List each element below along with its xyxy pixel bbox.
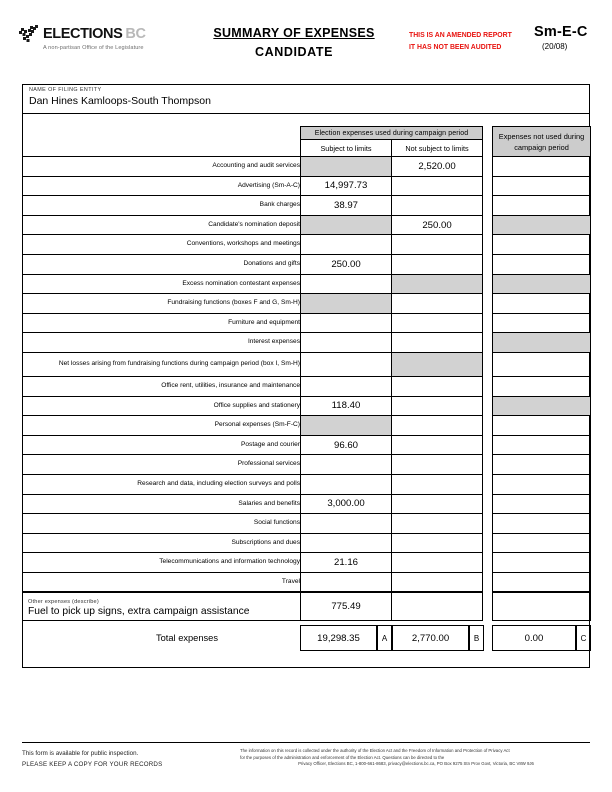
amended-line-1: THIS IS AN AMENDED REPORT	[409, 32, 512, 39]
cell-not-subject-to-limits[interactable]	[392, 176, 483, 196]
cell-not-subject-to-limits[interactable]	[392, 294, 483, 314]
cell-not-used[interactable]	[493, 376, 591, 396]
totals-label: Total expenses	[155, 633, 218, 643]
total-subject-letter: A	[377, 625, 392, 651]
filing-entity-box	[22, 84, 590, 114]
privacy-line-2: for the purposes of the administration and enforcement of the Election Act. Questions can be directed to the	[240, 754, 445, 760]
cell-not-used	[493, 333, 591, 353]
cell-not-used	[493, 215, 591, 235]
cell-subject-to-limits[interactable]: 250.00	[301, 254, 392, 274]
table-row	[23, 514, 591, 534]
cell-not-subject-to-limits[interactable]	[392, 435, 483, 455]
cell-subject-to-limits[interactable]	[301, 455, 392, 475]
cell-subject-to-limits	[301, 215, 392, 235]
cell-not-used[interactable]	[493, 196, 591, 216]
table-row	[23, 572, 591, 592]
cell-not-used[interactable]	[493, 254, 591, 274]
table-row	[23, 176, 591, 196]
total-not-subject-letter: B	[469, 625, 484, 651]
table-row	[23, 494, 591, 514]
amended-report-notice	[409, 30, 531, 54]
row-spacer	[483, 455, 493, 475]
table-row	[23, 455, 591, 475]
cell-subject-to-limits[interactable]: 3,000.00	[301, 494, 392, 514]
cell-subject-to-limits[interactable]	[301, 352, 392, 376]
cell-not-subject-to-limits[interactable]	[392, 376, 483, 396]
table-row	[23, 313, 591, 333]
logo-bc-mark: BC	[125, 26, 146, 42]
other-spacer	[483, 593, 493, 621]
table-row	[23, 474, 591, 494]
row-spacer	[483, 572, 493, 592]
cell-not-used[interactable]	[493, 533, 591, 553]
cell-not-subject-to-limits	[392, 274, 483, 294]
cell-subject-to-limits[interactable]	[301, 474, 392, 494]
cell-not-subject-to-limits[interactable]	[392, 533, 483, 553]
cell-not-used[interactable]	[493, 416, 591, 436]
expense-category-label: Conventions, workshops and meetings	[23, 235, 301, 255]
expense-category-label: Fundraising functions (boxes F and G, Sm-H)	[23, 294, 301, 314]
row-spacer	[483, 352, 493, 376]
cell-subject-to-limits[interactable]	[301, 313, 392, 333]
cell-not-subject-to-limits[interactable]	[392, 235, 483, 255]
row-spacer	[483, 416, 493, 436]
cell-not-subject-to-limits[interactable]	[392, 553, 483, 573]
table-row	[23, 396, 591, 416]
expenses-table-body	[23, 157, 591, 592]
header-spacer-mid-2	[483, 140, 493, 157]
other-expenses-subject[interactable]: 775.49	[301, 593, 392, 621]
expense-category-label: Advertising (Sm-A-C)	[23, 176, 301, 196]
cell-not-used[interactable]	[493, 313, 591, 333]
cell-subject-to-limits[interactable]	[301, 533, 392, 553]
total-not-used-letter: C	[576, 625, 591, 651]
page-footer	[0, 742, 612, 786]
expense-category-label: Net losses arising from fundraising functions during campaign period (box I, Sm-H)	[23, 352, 301, 376]
cell-not-subject-to-limits[interactable]	[392, 514, 483, 534]
cell-subject-to-limits	[301, 294, 392, 314]
footer-divider	[22, 742, 590, 743]
cell-subject-to-limits[interactable]	[301, 235, 392, 255]
expense-category-label: Accounting and audit services	[23, 157, 301, 177]
footer-left-notice	[22, 748, 252, 770]
cell-not-used[interactable]	[493, 455, 591, 475]
header-spacer-left	[23, 127, 301, 140]
total-not-used-value[interactable]: 0.00	[492, 625, 576, 651]
expense-category-label: Research and data, including election surveys and polls	[23, 474, 301, 494]
table-row	[23, 294, 591, 314]
expense-category-label: Interest expenses	[23, 333, 301, 353]
other-expenses-description[interactable]: Fuel to pick up signs, extra campaign assistance	[28, 605, 250, 617]
cell-not-used[interactable]	[493, 352, 591, 376]
filing-entity-value[interactable]: Dan Hines Kamloops-South Thompson	[29, 95, 211, 107]
other-expenses-label: Other expenses (describe)	[28, 598, 99, 605]
expenses-table-head	[23, 127, 591, 157]
form-title-main: SUMMARY OF EXPENSES	[213, 26, 375, 40]
table-row	[23, 215, 591, 235]
cell-not-subject-to-limits[interactable]: 2,520.00	[392, 157, 483, 177]
elections-bc-checkmark-icon	[18, 24, 40, 44]
cell-not-used[interactable]	[493, 494, 591, 514]
other-expenses-not-subject[interactable]	[392, 593, 483, 621]
cell-not-subject-to-limits	[392, 352, 483, 376]
row-spacer	[483, 553, 493, 573]
expense-category-label: Social functions	[23, 514, 301, 534]
cell-not-used[interactable]	[493, 572, 591, 592]
table-row	[23, 435, 591, 455]
elections-bc-logo	[18, 24, 168, 51]
table-row	[23, 157, 591, 177]
cell-not-used[interactable]	[493, 235, 591, 255]
expense-category-label: Furniture and equipment	[23, 313, 301, 333]
row-spacer	[483, 376, 493, 396]
footer-privacy-notice	[240, 748, 592, 768]
cell-not-used[interactable]	[493, 553, 591, 573]
table-row	[23, 416, 591, 436]
cell-subject-to-limits[interactable]: 118.40	[301, 396, 392, 416]
cell-not-subject-to-limits[interactable]: 250.00	[392, 215, 483, 235]
cell-subject-to-limits[interactable]: 21.16	[301, 553, 392, 573]
other-expenses-label-cell[interactable]	[23, 593, 301, 621]
cell-not-used	[493, 396, 591, 416]
cell-not-used[interactable]	[493, 157, 591, 177]
cell-not-used	[493, 274, 591, 294]
cell-not-subject-to-limits[interactable]	[392, 416, 483, 436]
cell-subject-to-limits	[301, 416, 392, 436]
table-row	[23, 376, 591, 396]
row-spacer	[483, 254, 493, 274]
logo-tagline: A non-partisan Office of the Legislature	[43, 45, 144, 51]
expense-category-label: Excess nomination contestant expenses	[23, 274, 301, 294]
row-spacer	[483, 294, 493, 314]
expense-category-label: Salaries and benefits	[23, 494, 301, 514]
expense-category-label: Candidate's nomination deposit	[23, 215, 301, 235]
table-row	[23, 533, 591, 553]
table-row	[23, 274, 591, 294]
expense-category-label: Travel	[23, 572, 301, 592]
footer-keep-copy: PLEASE KEEP A COPY FOR YOUR RECORDS	[22, 761, 163, 768]
amended-line-2: IT HAS NOT BEEN AUDITED	[409, 44, 502, 51]
expense-category-label: Donations and gifts	[23, 254, 301, 274]
row-spacer	[483, 533, 493, 553]
expense-category-label: Telecommunications and information technology	[23, 553, 301, 573]
footer-public-inspection: This form is available for public inspection.	[22, 750, 139, 757]
row-spacer	[483, 215, 493, 235]
cell-not-used[interactable]	[493, 176, 591, 196]
filing-entity-label: NAME OF FILING ENTITY	[29, 87, 102, 93]
cell-subject-to-limits[interactable]: 96.60	[301, 435, 392, 455]
row-spacer	[483, 396, 493, 416]
table-row	[23, 196, 591, 216]
form-code: Sm-E-C	[534, 24, 588, 40]
cell-subject-to-limits[interactable]	[301, 333, 392, 353]
table-row	[23, 352, 591, 376]
expenses-table	[22, 126, 591, 592]
row-spacer	[483, 474, 493, 494]
totals-row	[22, 625, 590, 653]
header-spacer-left-2	[23, 140, 301, 157]
cell-subject-to-limits	[301, 157, 392, 177]
expense-category-label: Office rent, utilities, insurance and maintenance	[23, 376, 301, 396]
privacy-line-3: Privacy Officer, Elections BC, 1-800-661-8683, privacy@elections.bc.ca, PO Box 9275 Stn Prov Govt, Victoria, BC V8W 9J6	[298, 761, 534, 767]
form-revision: (20/08)	[542, 42, 568, 51]
other-expenses-row	[23, 593, 591, 621]
privacy-line-1: The information on this record is collected under the authority of the Election Act and the Freedom of Information and Protection of Privacy Act	[240, 748, 510, 753]
table-row	[23, 553, 591, 573]
expense-category-label: Subscriptions and dues	[23, 533, 301, 553]
expense-category-label: Personal expenses (Sm-F-C)	[23, 416, 301, 436]
row-spacer	[483, 514, 493, 534]
cell-not-subject-to-limits[interactable]	[392, 455, 483, 475]
total-not-subject-value[interactable]: 2,770.00	[392, 625, 469, 651]
cell-not-used[interactable]	[493, 435, 591, 455]
cell-not-subject-to-limits[interactable]	[392, 254, 483, 274]
cell-subject-to-limits[interactable]: 14,997.73	[301, 176, 392, 196]
logo-wordmark: ELECTIONS	[43, 26, 123, 42]
cell-subject-to-limits[interactable]	[301, 514, 392, 534]
row-spacer	[483, 333, 493, 353]
expense-category-label: Office supplies and stationery	[23, 396, 301, 416]
table-header-group-row	[23, 127, 591, 140]
cell-not-subject-to-limits[interactable]	[392, 494, 483, 514]
row-spacer	[483, 435, 493, 455]
form-title	[196, 26, 392, 59]
row-spacer	[483, 274, 493, 294]
cell-not-subject-to-limits[interactable]	[392, 333, 483, 353]
cell-not-subject-to-limits[interactable]	[392, 474, 483, 494]
cell-subject-to-limits[interactable]	[301, 274, 392, 294]
row-spacer	[483, 313, 493, 333]
table-row	[23, 254, 591, 274]
cell-not-used[interactable]	[493, 474, 591, 494]
cell-subject-to-limits[interactable]	[301, 572, 392, 592]
form-title-sub: CANDIDATE	[254, 45, 334, 59]
table-row	[23, 235, 591, 255]
row-spacer	[483, 157, 493, 177]
cell-not-used[interactable]	[493, 514, 591, 534]
other-expenses-table	[22, 592, 591, 621]
cell-not-used[interactable]	[493, 294, 591, 314]
row-spacer	[483, 176, 493, 196]
header-spacer-mid	[483, 127, 493, 140]
page-header	[0, 22, 612, 70]
header-campaign-period-group: Election expenses used during campaign period	[301, 127, 483, 140]
expenses-table-wrap	[22, 126, 590, 621]
table-row	[23, 333, 591, 353]
other-expenses-not-used[interactable]	[493, 593, 591, 621]
cell-not-subject-to-limits[interactable]	[392, 572, 483, 592]
row-spacer	[483, 196, 493, 216]
cell-not-subject-to-limits[interactable]	[392, 196, 483, 216]
total-subject-value[interactable]: 19,298.35	[300, 625, 377, 651]
header-subject-to-limits: Subject to limits	[301, 140, 392, 157]
expense-category-label: Postage and courier	[23, 435, 301, 455]
form-code-block	[534, 24, 606, 51]
cell-not-subject-to-limits[interactable]	[392, 313, 483, 333]
header-not-subject-to-limits: Not subject to limits	[392, 140, 483, 157]
expense-category-label: Professional services	[23, 455, 301, 475]
row-spacer	[483, 235, 493, 255]
expense-category-label: Bank charges	[23, 196, 301, 216]
cell-subject-to-limits[interactable]	[301, 376, 392, 396]
cell-subject-to-limits[interactable]: 38.97	[301, 196, 392, 216]
cell-not-subject-to-limits[interactable]	[392, 396, 483, 416]
header-not-used: Expenses not used during campaign period	[493, 127, 591, 157]
row-spacer	[483, 494, 493, 514]
